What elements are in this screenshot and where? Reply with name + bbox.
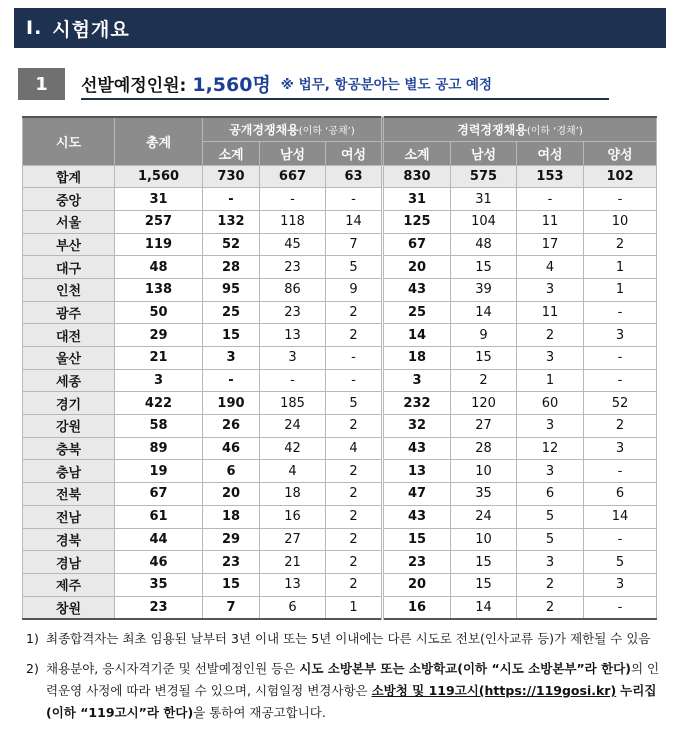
value-cell: 3 bbox=[517, 551, 584, 574]
table-row bbox=[23, 278, 657, 301]
value-cell: 4 bbox=[326, 437, 383, 460]
value-cell: 12 bbox=[517, 437, 584, 460]
value-cell: 39 bbox=[451, 278, 517, 301]
table-row bbox=[23, 233, 657, 256]
footnote-2-part-f: 누리집(이하 “119고시”라 한다) bbox=[46, 683, 657, 720]
value-cell: 16 bbox=[383, 596, 451, 619]
table-row bbox=[23, 437, 657, 460]
region-cell: 서울 bbox=[23, 210, 115, 233]
value-cell: 24 bbox=[260, 415, 326, 438]
value-cell: 3 bbox=[517, 347, 584, 370]
value-cell: - bbox=[326, 188, 383, 211]
value-cell: 24 bbox=[451, 505, 517, 528]
region-cell: 경북 bbox=[23, 528, 115, 551]
value-cell: 61 bbox=[115, 505, 203, 528]
region-cell: 부산 bbox=[23, 233, 115, 256]
value-cell: 6 bbox=[260, 596, 326, 619]
table-row bbox=[23, 460, 657, 483]
value-cell: 35 bbox=[451, 483, 517, 506]
value-cell: 15 bbox=[451, 256, 517, 279]
table-row bbox=[23, 256, 657, 279]
value-cell: 2 bbox=[326, 551, 383, 574]
region-cell: 대구 bbox=[23, 256, 115, 279]
region-cell: 충남 bbox=[23, 460, 115, 483]
header-career-female: 여성 bbox=[517, 141, 584, 165]
value-cell: 6 bbox=[584, 483, 657, 506]
table-row bbox=[23, 596, 657, 619]
value-cell: 18 bbox=[203, 505, 260, 528]
value-cell: 45 bbox=[260, 233, 326, 256]
value-cell: 9 bbox=[326, 278, 383, 301]
value-cell: 15 bbox=[451, 573, 517, 596]
table-row bbox=[23, 528, 657, 551]
subsection-note: ※ 법무, 항공분야는 별도 공고 예정 bbox=[280, 77, 493, 93]
value-cell: 10 bbox=[451, 528, 517, 551]
value-cell: 5 bbox=[584, 551, 657, 574]
value-cell: 2 bbox=[326, 301, 383, 324]
value-cell: 67 bbox=[383, 233, 451, 256]
header-open-female: 여성 bbox=[326, 141, 383, 165]
value-cell: 15 bbox=[383, 528, 451, 551]
value-cell: 63 bbox=[326, 165, 383, 188]
value-cell: 19 bbox=[115, 460, 203, 483]
value-cell: 1 bbox=[517, 369, 584, 392]
value-cell: 5 bbox=[326, 392, 383, 415]
value-cell: 132 bbox=[203, 210, 260, 233]
value-cell: 20 bbox=[203, 483, 260, 506]
value-cell: 23 bbox=[260, 256, 326, 279]
value-cell: 2 bbox=[517, 596, 584, 619]
region-cell: 세종 bbox=[23, 369, 115, 392]
value-cell: - bbox=[584, 369, 657, 392]
header-open-subtotal: 소계 bbox=[203, 141, 260, 165]
value-cell: 422 bbox=[115, 392, 203, 415]
value-cell: 23 bbox=[203, 551, 260, 574]
value-cell: 6 bbox=[203, 460, 260, 483]
header-career-train: 양성 bbox=[584, 141, 657, 165]
value-cell: 15 bbox=[203, 573, 260, 596]
value-cell: 86 bbox=[260, 278, 326, 301]
value-cell: 31 bbox=[451, 188, 517, 211]
value-cell: 21 bbox=[115, 347, 203, 370]
subsection-header bbox=[18, 68, 608, 102]
value-cell: 830 bbox=[383, 165, 451, 188]
region-cell: 충북 bbox=[23, 437, 115, 460]
value-cell: 120 bbox=[451, 392, 517, 415]
value-cell: 50 bbox=[115, 301, 203, 324]
value-cell: 1 bbox=[584, 256, 657, 279]
value-cell: 52 bbox=[203, 233, 260, 256]
value-cell: 257 bbox=[115, 210, 203, 233]
value-cell: 2 bbox=[451, 369, 517, 392]
table-row bbox=[23, 505, 657, 528]
value-cell: 2 bbox=[326, 415, 383, 438]
value-cell: 21 bbox=[260, 551, 326, 574]
value-cell: 44 bbox=[115, 528, 203, 551]
region-cell: 경기 bbox=[23, 392, 115, 415]
value-cell: 232 bbox=[383, 392, 451, 415]
value-cell: 31 bbox=[383, 188, 451, 211]
value-cell: 5 bbox=[326, 256, 383, 279]
subsection-title bbox=[81, 68, 609, 100]
value-cell: 31 bbox=[115, 188, 203, 211]
value-cell: 15 bbox=[203, 324, 260, 347]
value-cell: 18 bbox=[260, 483, 326, 506]
value-cell: - bbox=[584, 460, 657, 483]
value-cell: 46 bbox=[203, 437, 260, 460]
value-cell: 14 bbox=[383, 324, 451, 347]
value-cell: - bbox=[203, 188, 260, 211]
value-cell: 17 bbox=[517, 233, 584, 256]
region-cell: 창원 bbox=[23, 596, 115, 619]
value-cell: - bbox=[584, 347, 657, 370]
region-cell: 전남 bbox=[23, 505, 115, 528]
header-career-label: 경력경쟁채용 bbox=[457, 122, 527, 137]
value-cell: 3 bbox=[517, 460, 584, 483]
value-cell: 6 bbox=[517, 483, 584, 506]
header-career-recruitment bbox=[383, 117, 657, 141]
value-cell: 26 bbox=[203, 415, 260, 438]
section-number: Ⅰ. bbox=[26, 17, 43, 39]
value-cell: 48 bbox=[451, 233, 517, 256]
region-cell: 경남 bbox=[23, 551, 115, 574]
value-cell: 3 bbox=[260, 347, 326, 370]
value-cell: 2 bbox=[326, 505, 383, 528]
footnotes bbox=[26, 628, 666, 732]
table-row bbox=[23, 392, 657, 415]
value-cell: 28 bbox=[203, 256, 260, 279]
value-cell: 119 bbox=[115, 233, 203, 256]
header-open-recruitment bbox=[203, 117, 383, 141]
value-cell: 3 bbox=[383, 369, 451, 392]
header-open-male: 남성 bbox=[260, 141, 326, 165]
value-cell: - bbox=[203, 369, 260, 392]
value-cell: 95 bbox=[203, 278, 260, 301]
footnote-2-part-a: 채용분야, 응시자격기준 및 선발예정인원 등은 bbox=[46, 661, 300, 676]
footnote-2-part-b: 시도 소방본부 또는 소방학교(이하 “시도 소방본부”라 한다) bbox=[299, 661, 631, 676]
value-cell: 67 bbox=[115, 483, 203, 506]
value-cell: 23 bbox=[260, 301, 326, 324]
table-row bbox=[23, 483, 657, 506]
value-cell: 138 bbox=[115, 278, 203, 301]
value-cell: 42 bbox=[260, 437, 326, 460]
value-cell: 23 bbox=[115, 596, 203, 619]
footnote-1-number: 1) bbox=[26, 631, 39, 646]
header-career-sub: (이하 ‘경채’) bbox=[526, 125, 583, 137]
header-career-male: 남성 bbox=[451, 141, 517, 165]
header-total: 총계 bbox=[115, 117, 203, 165]
value-cell: - bbox=[517, 188, 584, 211]
value-cell: 14 bbox=[326, 210, 383, 233]
footnote-1 bbox=[26, 628, 666, 650]
table-row bbox=[23, 165, 657, 188]
value-cell: 3 bbox=[584, 437, 657, 460]
value-cell: 5 bbox=[517, 528, 584, 551]
value-cell: 43 bbox=[383, 505, 451, 528]
value-cell: 2 bbox=[326, 483, 383, 506]
recruitment-table bbox=[22, 116, 657, 620]
table-row bbox=[23, 573, 657, 596]
table-row bbox=[23, 347, 657, 370]
value-cell: 60 bbox=[517, 392, 584, 415]
region-cell: 합계 bbox=[23, 165, 115, 188]
value-cell: 43 bbox=[383, 437, 451, 460]
value-cell: 125 bbox=[383, 210, 451, 233]
value-cell: 2 bbox=[326, 324, 383, 347]
value-cell: 15 bbox=[451, 551, 517, 574]
value-cell: - bbox=[260, 369, 326, 392]
table-row bbox=[23, 369, 657, 392]
value-cell: 29 bbox=[203, 528, 260, 551]
value-cell: - bbox=[584, 301, 657, 324]
subsection-label: 선발예정인원: bbox=[81, 75, 187, 96]
value-cell: - bbox=[260, 188, 326, 211]
value-cell: 2 bbox=[326, 460, 383, 483]
value-cell: 23 bbox=[383, 551, 451, 574]
table-row bbox=[23, 188, 657, 211]
region-cell: 광주 bbox=[23, 301, 115, 324]
table-row bbox=[23, 415, 657, 438]
footnote-2-part-g: 을 통하여 재공고합니다. bbox=[193, 705, 326, 720]
value-cell: 2 bbox=[517, 324, 584, 347]
value-cell: 20 bbox=[383, 573, 451, 596]
header-career-subtotal: 소계 bbox=[383, 141, 451, 165]
value-cell: 16 bbox=[260, 505, 326, 528]
value-cell: 730 bbox=[203, 165, 260, 188]
value-cell: 47 bbox=[383, 483, 451, 506]
table-row bbox=[23, 324, 657, 347]
value-cell: 2 bbox=[326, 573, 383, 596]
value-cell: 153 bbox=[517, 165, 584, 188]
value-cell: 185 bbox=[260, 392, 326, 415]
value-cell: 575 bbox=[451, 165, 517, 188]
value-cell: 46 bbox=[115, 551, 203, 574]
value-cell: 29 bbox=[115, 324, 203, 347]
value-cell: 104 bbox=[451, 210, 517, 233]
value-cell: 118 bbox=[260, 210, 326, 233]
value-cell: 3 bbox=[584, 573, 657, 596]
value-cell: 3 bbox=[517, 278, 584, 301]
value-cell: - bbox=[584, 188, 657, 211]
value-cell: 190 bbox=[203, 392, 260, 415]
value-cell: 9 bbox=[451, 324, 517, 347]
value-cell: 5 bbox=[517, 505, 584, 528]
value-cell: 18 bbox=[383, 347, 451, 370]
value-cell: 15 bbox=[451, 347, 517, 370]
section-title: 시험개요 bbox=[52, 18, 130, 41]
value-cell: - bbox=[584, 528, 657, 551]
value-cell: 13 bbox=[383, 460, 451, 483]
table-row bbox=[23, 301, 657, 324]
subsection-count: 1,560명 bbox=[192, 73, 271, 96]
value-cell: 52 bbox=[584, 392, 657, 415]
region-cell: 중앙 bbox=[23, 188, 115, 211]
value-cell: - bbox=[326, 369, 383, 392]
value-cell: 20 bbox=[383, 256, 451, 279]
value-cell: 43 bbox=[383, 278, 451, 301]
value-cell: 27 bbox=[451, 415, 517, 438]
value-cell: 3 bbox=[203, 347, 260, 370]
value-cell: 2 bbox=[326, 528, 383, 551]
section-header bbox=[14, 8, 666, 48]
region-cell: 강원 bbox=[23, 415, 115, 438]
value-cell: 48 bbox=[115, 256, 203, 279]
value-cell: 102 bbox=[584, 165, 657, 188]
value-cell: 7 bbox=[326, 233, 383, 256]
header-open-label: 공개경쟁채용 bbox=[229, 122, 299, 137]
value-cell: 11 bbox=[517, 210, 584, 233]
value-cell: 25 bbox=[203, 301, 260, 324]
table-body bbox=[23, 165, 657, 619]
value-cell: 14 bbox=[451, 596, 517, 619]
value-cell: 1 bbox=[326, 596, 383, 619]
value-cell: 11 bbox=[517, 301, 584, 324]
value-cell: 3 bbox=[517, 415, 584, 438]
value-cell: - bbox=[326, 347, 383, 370]
value-cell: 2 bbox=[584, 415, 657, 438]
value-cell: 1 bbox=[584, 278, 657, 301]
value-cell: 4 bbox=[260, 460, 326, 483]
value-cell: 13 bbox=[260, 573, 326, 596]
region-cell: 인천 bbox=[23, 278, 115, 301]
value-cell: 667 bbox=[260, 165, 326, 188]
value-cell: 3 bbox=[584, 324, 657, 347]
value-cell: 3 bbox=[115, 369, 203, 392]
table-row bbox=[23, 210, 657, 233]
value-cell: 10 bbox=[584, 210, 657, 233]
footnote-2-number: 2) bbox=[26, 661, 39, 676]
value-cell: 14 bbox=[584, 505, 657, 528]
subsection-number: 1 bbox=[18, 68, 65, 100]
value-cell: 58 bbox=[115, 415, 203, 438]
value-cell: 7 bbox=[203, 596, 260, 619]
value-cell: 89 bbox=[115, 437, 203, 460]
value-cell: 2 bbox=[517, 573, 584, 596]
table-row bbox=[23, 551, 657, 574]
value-cell: 25 bbox=[383, 301, 451, 324]
value-cell: 4 bbox=[517, 256, 584, 279]
region-cell: 대전 bbox=[23, 324, 115, 347]
header-open-sub: (이하 ‘공채’) bbox=[298, 125, 355, 137]
region-cell: 제주 bbox=[23, 573, 115, 596]
value-cell: 2 bbox=[584, 233, 657, 256]
footnote-1-text: 최종합격자는 최초 임용된 날부터 3년 이내 또는 5년 이내에는 다른 시도로 전보(인사교류 등)가 제한될 수 있음 bbox=[46, 631, 651, 646]
value-cell: - bbox=[584, 596, 657, 619]
value-cell: 14 bbox=[451, 301, 517, 324]
footnote-2 bbox=[26, 658, 666, 724]
region-cell: 울산 bbox=[23, 347, 115, 370]
region-cell: 전북 bbox=[23, 483, 115, 506]
value-cell: 27 bbox=[260, 528, 326, 551]
value-cell: 13 bbox=[260, 324, 326, 347]
footnote-2-text bbox=[46, 658, 666, 724]
value-cell: 1,560 bbox=[115, 165, 203, 188]
footnote-2-part-c: 의 인력운영 사정에 따라 변경될 수 있으며, 시험일정 변경사항은 bbox=[46, 661, 660, 698]
header-region: 시도 bbox=[23, 117, 115, 165]
value-cell: 28 bbox=[451, 437, 517, 460]
footnote-2-link[interactable]: 소방청 및 119고시(https://119gosi.kr) bbox=[371, 683, 617, 698]
value-cell: 32 bbox=[383, 415, 451, 438]
value-cell: 35 bbox=[115, 573, 203, 596]
value-cell: 10 bbox=[451, 460, 517, 483]
